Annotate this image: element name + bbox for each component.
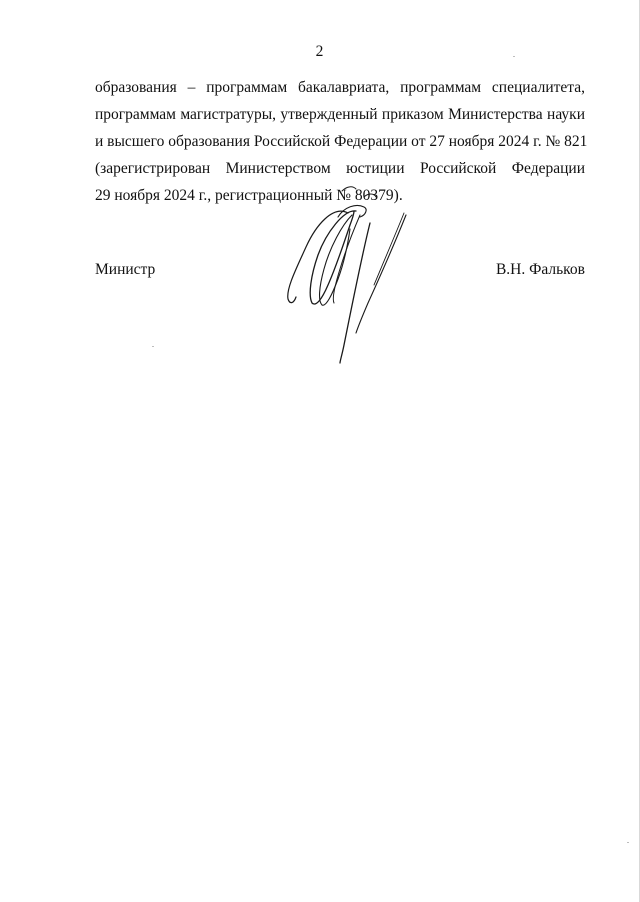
body-line: программам магистратуры, утвержденный приказом Министерства науки xyxy=(95,106,585,123)
scan-speck xyxy=(513,56,515,57)
body-line: 29 ноября 2024 г., регистрационный № 80379). xyxy=(95,187,403,204)
scan-speck xyxy=(627,842,629,843)
body-line: (зарегистрирован Министерством юстиции Российской Федерации xyxy=(95,160,585,177)
page-number: 2 xyxy=(315,43,324,60)
body-line: и высшего образования Российской Федерации от 27 ноября 2024 г. № 821 xyxy=(95,133,588,150)
signature-icon xyxy=(278,185,418,370)
signer-name: В.Н. Фальков xyxy=(495,261,585,278)
scan-speck xyxy=(152,346,154,347)
signer-position: Министр xyxy=(95,261,156,278)
body-line: образования – программам бакалавриата, программам специалитета, xyxy=(95,79,585,96)
